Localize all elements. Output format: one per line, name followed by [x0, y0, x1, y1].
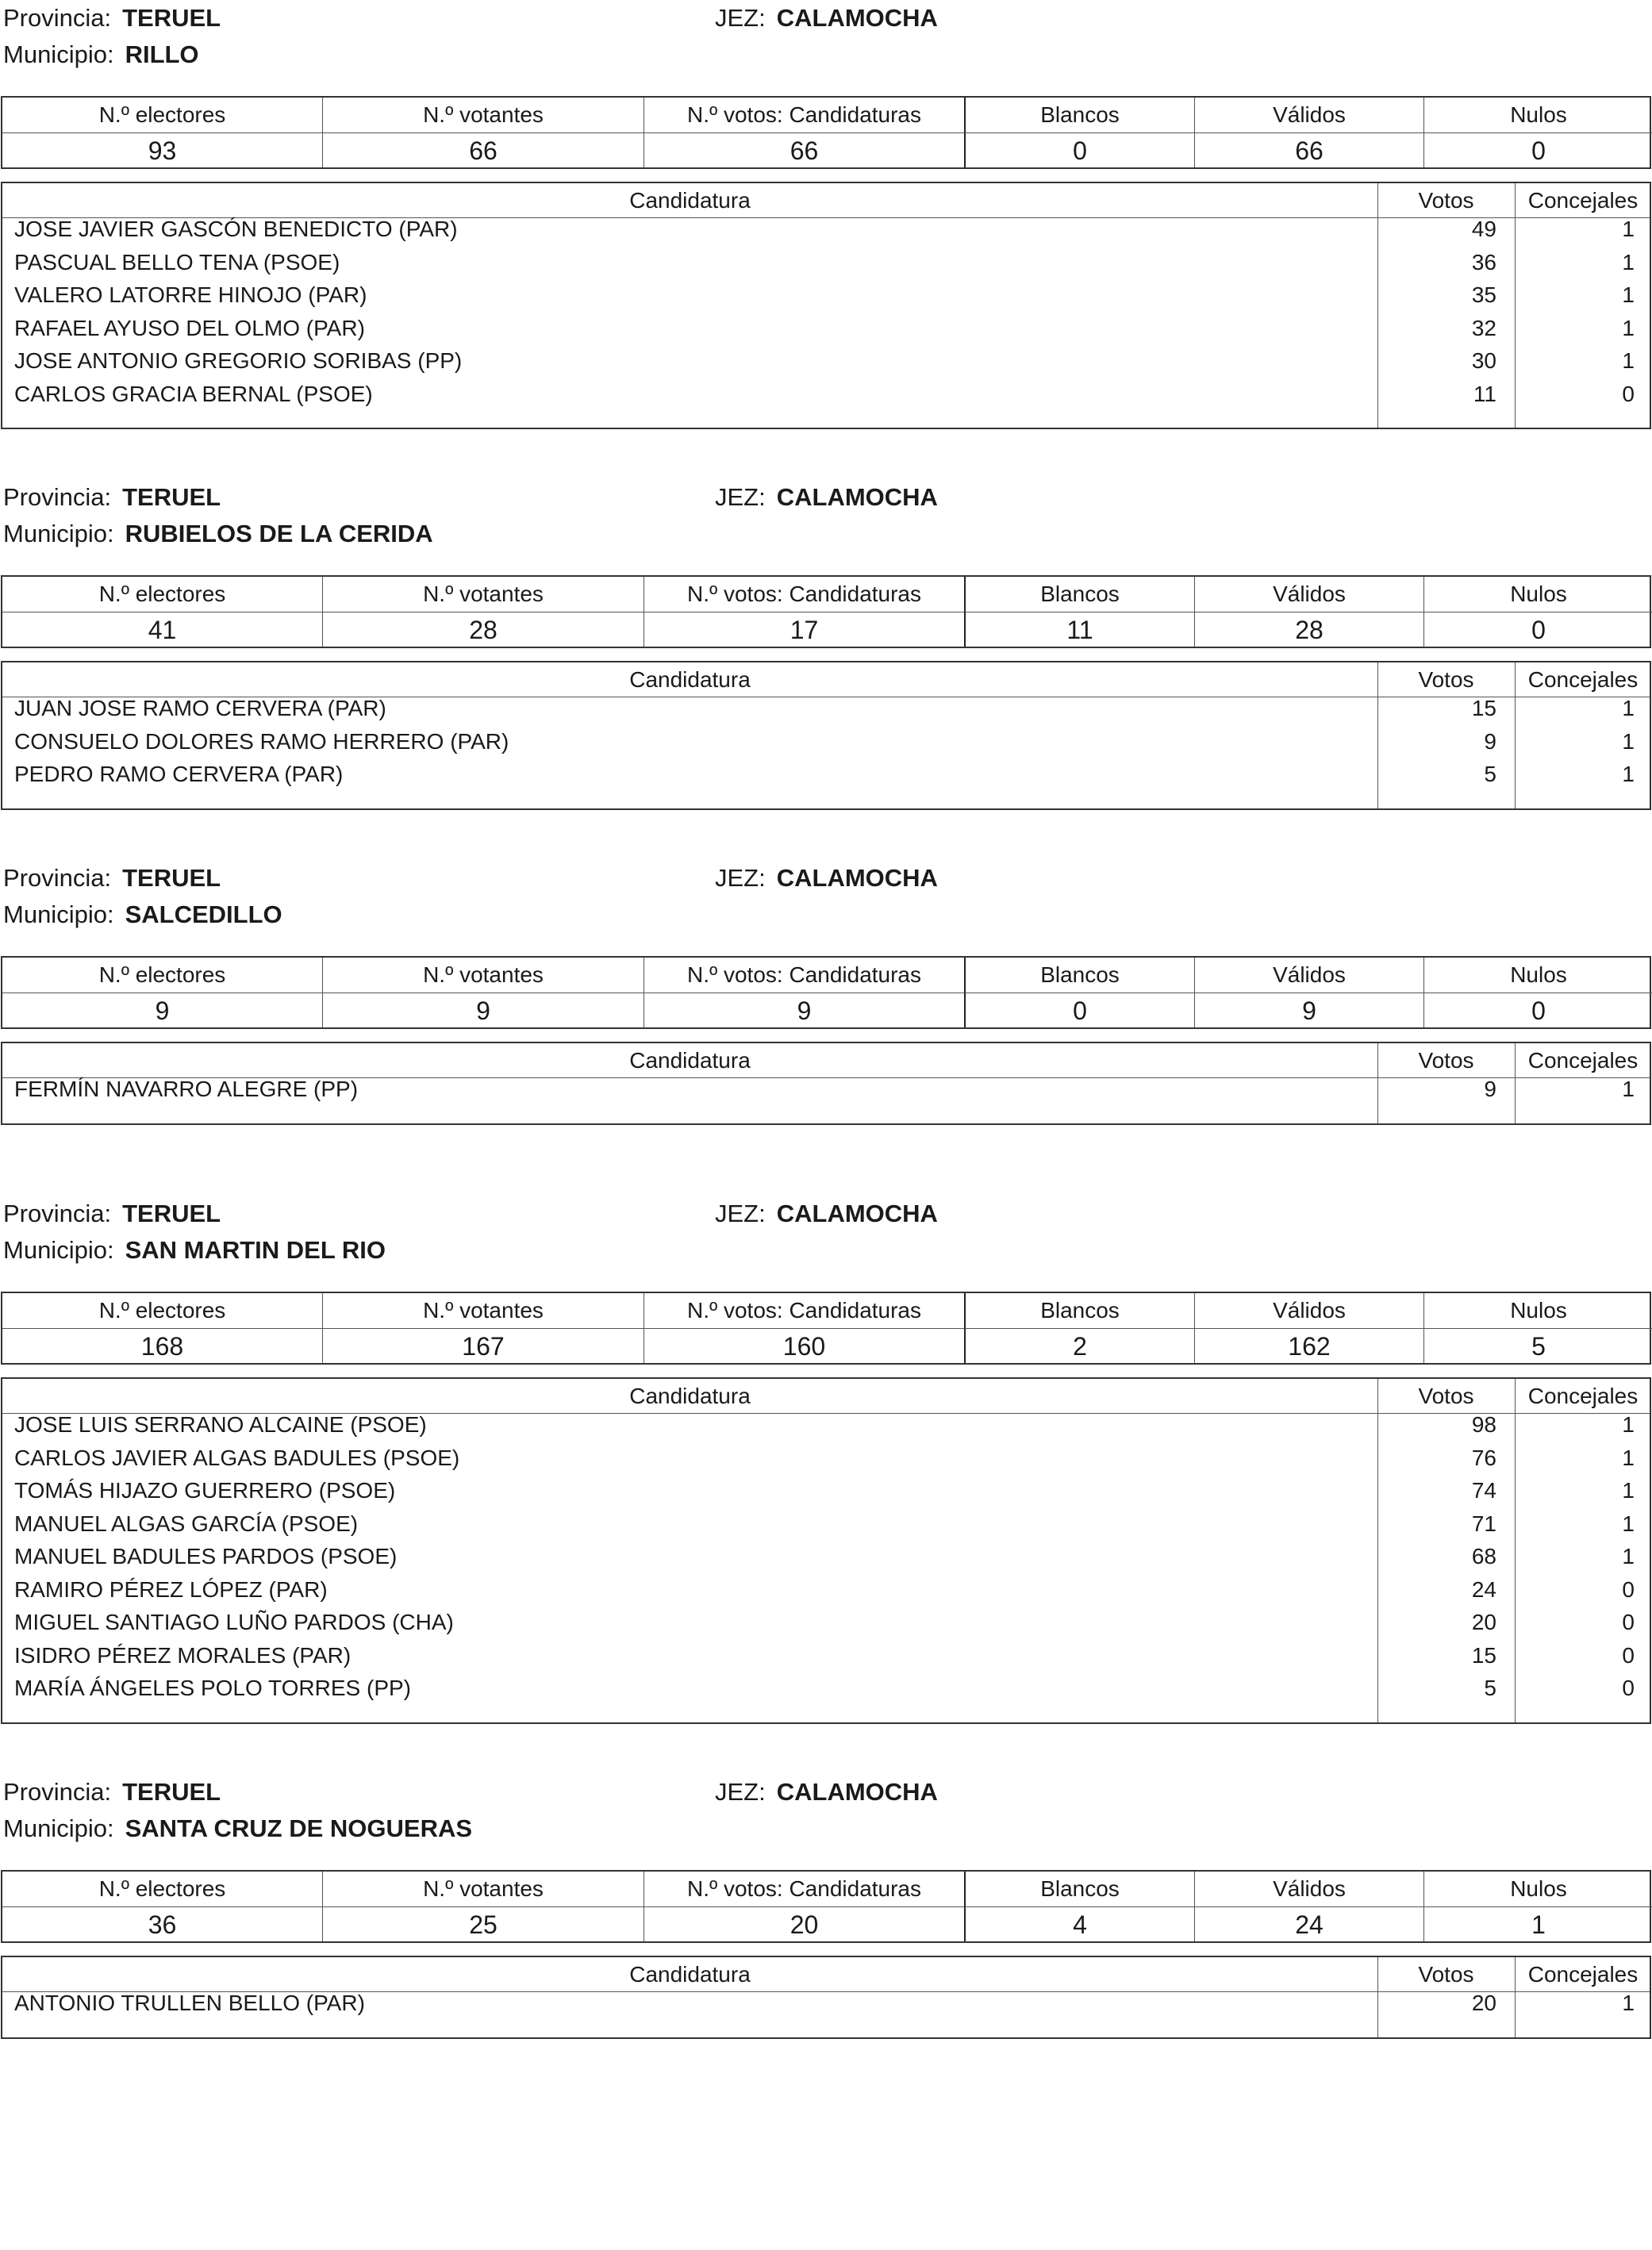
provincia-value: TERUEL — [122, 1778, 221, 1806]
candidates-table — [1, 661, 1651, 810]
stats-value-cell: 4 — [966, 1906, 1195, 1941]
municipio-label: Municipio: — [3, 40, 114, 68]
municipio-value: RILLO — [125, 40, 199, 68]
candidate-concejales: 1 — [1622, 1544, 1635, 1568]
candidate-name: PASCUAL BELLO TENA (PSOE) — [14, 249, 340, 275]
municipio-row — [3, 36, 199, 73]
municipio-value: RUBIELOS DE LA CERIDA — [125, 520, 433, 547]
candidate-concejales: 1 — [1622, 1991, 1635, 2015]
municipio-row — [3, 1232, 386, 1269]
candidate-concejales: 0 — [1622, 1642, 1635, 1668]
stats-header-cell: Nulos — [1510, 582, 1567, 606]
stats-header-cell: N.º votos: Candidaturas — [644, 1293, 966, 1328]
provincia-label: Provincia: — [3, 4, 112, 32]
candidatura-header: Candidatura — [629, 188, 751, 213]
candidate-votes: 11 — [1473, 381, 1496, 406]
stats-table — [1, 1292, 1651, 1365]
stats-value-cell: 28 — [1195, 612, 1424, 647]
municipality-section — [0, 1774, 1652, 2250]
stats-value-cell: 0 — [1424, 612, 1652, 647]
jez-value: CALAMOCHA — [776, 864, 938, 892]
votos-header: Votos — [1418, 667, 1474, 692]
candidate-row — [2, 758, 1650, 791]
stats-value-cell: 0 — [966, 993, 1195, 1027]
stats-header-cell: N.º electores — [2, 1293, 323, 1328]
candidates-table — [1, 1042, 1651, 1125]
provincia-label: Provincia: — [3, 864, 112, 892]
candidate-row — [2, 344, 1650, 378]
stats-header-cell: N.º votantes — [323, 1293, 644, 1328]
stats-header-cell: Válidos — [1195, 1872, 1424, 1906]
candidate-concejales: 1 — [1622, 728, 1635, 754]
municipio-value: SAN MARTIN DEL RIO — [125, 1236, 386, 1264]
stats-value-cell: 2 — [966, 1328, 1195, 1363]
stats-header-cell: N.º electores — [2, 1872, 323, 1906]
stats-value-cell: 9 — [323, 993, 644, 1027]
stats-value-cell: 5 — [1424, 1328, 1652, 1363]
stats-header-cell: N.º votantes — [323, 958, 644, 993]
candidates-table — [1, 1377, 1651, 1724]
candidate-row — [2, 1573, 1650, 1607]
candidatura-header: Candidatura — [629, 667, 751, 692]
candidate-name: RAMIRO PÉREZ LÓPEZ (PAR) — [14, 1576, 328, 1602]
stats-header-cell: Blancos — [966, 98, 1195, 132]
stats-value-cell: 9 — [644, 993, 966, 1027]
candidate-votes: 36 — [1471, 249, 1496, 275]
candidate-votes: 71 — [1471, 1511, 1496, 1536]
votos-header: Votos — [1418, 1962, 1474, 1987]
jez-row — [715, 860, 938, 897]
stats-value-cell: 36 — [2, 1906, 323, 1941]
stats-value-cell: 11 — [966, 612, 1195, 647]
stats-header-cell: Nulos — [1510, 1876, 1567, 1901]
municipio-label: Municipio: — [3, 900, 114, 928]
candidate-row — [2, 213, 1650, 246]
candidate-row — [2, 1408, 1650, 1442]
candidate-votes: 9 — [1484, 1077, 1496, 1101]
candidate-votes: 9 — [1484, 728, 1496, 754]
provincia-label: Provincia: — [3, 1778, 112, 1806]
stats-header-cell: N.º electores — [2, 577, 323, 612]
candidate-name: RAFAEL AYUSO DEL OLMO (PAR) — [14, 315, 365, 340]
jez-label: JEZ: — [715, 864, 766, 892]
candidate-name: MIGUEL SANTIAGO LUÑO PARDOS (CHA) — [14, 1610, 454, 1634]
stats-table — [1, 956, 1651, 1029]
candidatura-header: Candidatura — [629, 1384, 751, 1408]
jez-label: JEZ: — [715, 1778, 766, 1806]
stats-value-cell: 1 — [1424, 1906, 1652, 1941]
provincia-value: TERUEL — [122, 483, 221, 511]
candidate-votes: 32 — [1471, 315, 1496, 340]
votos-header: Votos — [1418, 1384, 1474, 1408]
candidate-concejales: 0 — [1622, 1610, 1635, 1634]
candidate-concejales: 1 — [1622, 282, 1635, 307]
candidate-row — [2, 1672, 1650, 1705]
municipio-label: Municipio: — [3, 1236, 114, 1264]
candidate-name: TOMÁS HIJAZO GUERRERO (PSOE) — [14, 1478, 396, 1503]
candidate-row — [2, 1606, 1650, 1639]
candidate-votes: 74 — [1471, 1478, 1496, 1503]
candidate-row — [2, 1639, 1650, 1672]
candidate-concejales: 1 — [1622, 1445, 1635, 1470]
stats-header-cell: N.º votos: Candidaturas — [644, 98, 966, 132]
votos-header: Votos — [1418, 1048, 1474, 1073]
candidate-concejales: 1 — [1622, 315, 1635, 340]
candidate-name: JOSE JAVIER GASCÓN BENEDICTO (PAR) — [14, 217, 458, 241]
stats-value-cell: 168 — [2, 1328, 323, 1363]
stats-table — [1, 96, 1651, 169]
stats-header-cell: Blancos — [966, 958, 1195, 993]
stats-value-cell: 28 — [323, 612, 644, 647]
stats-value-cell: 0 — [1424, 993, 1652, 1027]
candidate-concejales: 1 — [1622, 348, 1635, 373]
candidate-name: CARLOS JAVIER ALGAS BADULES (PSOE) — [14, 1445, 460, 1470]
provincia-value: TERUEL — [122, 4, 221, 32]
candidate-name: MANUEL ALGAS GARCÍA (PSOE) — [14, 1511, 359, 1536]
provincia-value: TERUEL — [122, 864, 221, 892]
candidate-name: ISIDRO PÉREZ MORALES (PAR) — [14, 1642, 352, 1668]
candidate-name: JOSE ANTONIO GREGORIO SORIBAS (PP) — [14, 348, 463, 373]
candidate-row — [2, 1987, 1650, 2020]
stats-header-cell: Blancos — [966, 1293, 1195, 1328]
candidate-name: PEDRO RAMO CERVERA (PAR) — [14, 762, 344, 786]
candidate-name: CARLOS GRACIA BERNAL (PSOE) — [14, 381, 373, 406]
candidate-row — [2, 1442, 1650, 1475]
stats-value-cell: 25 — [323, 1906, 644, 1941]
candidate-row — [2, 1540, 1650, 1573]
candidate-row — [2, 1474, 1650, 1507]
candidate-votes: 5 — [1484, 762, 1496, 786]
jez-value: CALAMOCHA — [776, 483, 938, 511]
stats-value-cell: 0 — [1424, 132, 1652, 167]
concejales-header: Concejales — [1527, 188, 1639, 213]
stats-value-cell: 66 — [323, 132, 644, 167]
stats-header-cell: Nulos — [1510, 1298, 1567, 1323]
stats-header-cell: Válidos — [1195, 958, 1424, 993]
jez-value: CALAMOCHA — [776, 1778, 938, 1806]
candidate-name: MARÍA ÁNGELES POLO TORRES (PP) — [14, 1676, 411, 1700]
municipio-value: SALCEDILLO — [125, 900, 282, 928]
candidate-row — [2, 692, 1650, 725]
stats-value-cell: 41 — [2, 612, 323, 647]
candidate-votes: 24 — [1471, 1576, 1496, 1602]
stats-header-cell: N.º votantes — [323, 98, 644, 132]
jez-row — [715, 479, 938, 516]
candidate-concejales: 1 — [1622, 1412, 1635, 1437]
candidate-row — [2, 312, 1650, 345]
stats-value-cell: 162 — [1195, 1328, 1424, 1363]
candidate-votes: 15 — [1471, 696, 1496, 720]
candidate-concejales: 1 — [1622, 1478, 1635, 1503]
provincia-value: TERUEL — [122, 1200, 221, 1227]
provincia-row — [3, 479, 221, 516]
jez-label: JEZ: — [715, 1200, 766, 1227]
stats-value-cell: 9 — [1195, 993, 1424, 1027]
provincia-row — [3, 860, 221, 897]
candidate-row — [2, 1073, 1650, 1106]
jez-row — [715, 0, 938, 36]
stats-header-cell: N.º votos: Candidaturas — [644, 1872, 966, 1906]
candidate-row — [2, 725, 1650, 758]
candidate-concejales: 1 — [1622, 1511, 1635, 1536]
municipio-row — [3, 516, 433, 552]
municipality-section — [0, 1196, 1652, 1700]
candidate-concejales: 0 — [1622, 1576, 1635, 1602]
candidate-row — [2, 278, 1650, 312]
municipio-row — [3, 1810, 472, 1847]
provincia-row — [3, 1774, 221, 1810]
municipio-label: Municipio: — [3, 520, 114, 547]
stats-header-cell: N.º votos: Candidaturas — [644, 577, 966, 612]
stats-value-cell: 20 — [644, 1906, 966, 1941]
votos-header: Votos — [1418, 188, 1474, 213]
candidatura-header: Candidatura — [629, 1962, 751, 1987]
stats-value-cell: 66 — [644, 132, 966, 167]
stats-header-cell: Nulos — [1510, 102, 1567, 127]
stats-header-cell: Nulos — [1510, 962, 1567, 987]
stats-value-cell: 160 — [644, 1328, 966, 1363]
stats-value-cell: 24 — [1195, 1906, 1424, 1941]
candidate-votes: 5 — [1484, 1676, 1496, 1700]
candidates-table — [1, 182, 1651, 429]
stats-value-cell: 167 — [323, 1328, 644, 1363]
candidate-name: ANTONIO TRULLEN BELLO (PAR) — [14, 1991, 365, 2015]
concejales-header: Concejales — [1527, 1384, 1639, 1408]
jez-label: JEZ: — [715, 483, 766, 511]
candidate-row — [2, 378, 1650, 411]
stats-header-cell: Válidos — [1195, 577, 1424, 612]
stats-header-cell: Válidos — [1195, 98, 1424, 132]
stats-header-cell: N.º votantes — [323, 577, 644, 612]
candidate-concejales: 1 — [1622, 249, 1635, 275]
stats-header-cell: N.º votantes — [323, 1872, 644, 1906]
candidate-concejales: 1 — [1622, 762, 1635, 786]
candidate-name: FERMÍN NAVARRO ALEGRE (PP) — [14, 1077, 359, 1101]
stats-value-cell: 66 — [1195, 132, 1424, 167]
candidate-name: CONSUELO DOLORES RAMO HERRERO (PAR) — [14, 728, 509, 754]
candidate-row — [2, 1507, 1650, 1541]
stats-value-cell: 93 — [2, 132, 323, 167]
candidate-votes: 20 — [1471, 1610, 1496, 1634]
candidate-concejales: 1 — [1622, 1077, 1635, 1101]
candidate-votes: 98 — [1471, 1412, 1496, 1437]
candidate-votes: 15 — [1471, 1642, 1496, 1668]
provincia-row — [3, 0, 221, 36]
stats-header-cell: Blancos — [966, 577, 1195, 612]
municipality-section — [0, 0, 1652, 476]
provincia-label: Provincia: — [3, 1200, 112, 1227]
candidate-votes: 20 — [1471, 1991, 1496, 2015]
stats-header-cell: Válidos — [1195, 1293, 1424, 1328]
concejales-header: Concejales — [1527, 1048, 1639, 1073]
candidate-concejales: 1 — [1622, 696, 1635, 720]
candidate-name: JOSE LUIS SERRANO ALCAINE (PSOE) — [14, 1412, 427, 1437]
jez-row — [715, 1196, 938, 1232]
candidates-table — [1, 1956, 1651, 2039]
stats-value-cell: 9 — [2, 993, 323, 1027]
provincia-row — [3, 1196, 221, 1232]
candidate-concejales: 0 — [1622, 381, 1635, 406]
candidate-name: MANUEL BADULES PARDOS (PSOE) — [14, 1544, 398, 1568]
jez-row — [715, 1774, 938, 1810]
candidate-name: VALERO LATORRE HINOJO (PAR) — [14, 282, 367, 307]
candidate-concejales: 0 — [1622, 1676, 1635, 1700]
municipio-row — [3, 897, 282, 933]
concejales-header: Concejales — [1527, 1962, 1639, 1987]
candidate-row — [2, 246, 1650, 279]
municipio-label: Municipio: — [3, 1814, 114, 1842]
concejales-header: Concejales — [1527, 667, 1639, 692]
stats-table — [1, 1870, 1651, 1943]
jez-value: CALAMOCHA — [776, 4, 938, 32]
candidate-votes: 49 — [1471, 217, 1496, 241]
provincia-label: Provincia: — [3, 483, 112, 511]
stats-header-cell: N.º electores — [2, 98, 323, 132]
candidate-votes: 68 — [1471, 1544, 1496, 1568]
candidate-name: JUAN JOSE RAMO CERVERA (PAR) — [14, 696, 386, 720]
stats-header-cell: N.º electores — [2, 958, 323, 993]
jez-label: JEZ: — [715, 4, 766, 32]
stats-value-cell: 0 — [966, 132, 1195, 167]
stats-value-cell: 17 — [644, 612, 966, 647]
jez-value: CALAMOCHA — [776, 1200, 938, 1227]
candidate-concejales: 1 — [1622, 217, 1635, 241]
stats-header-cell: N.º votos: Candidaturas — [644, 958, 966, 993]
municipio-value: SANTA CRUZ DE NOGUERAS — [125, 1814, 473, 1842]
candidate-votes: 35 — [1471, 282, 1496, 307]
stats-header-cell: Blancos — [966, 1872, 1195, 1906]
candidate-votes: 76 — [1471, 1445, 1496, 1470]
candidate-votes: 30 — [1471, 348, 1496, 373]
stats-table — [1, 575, 1651, 648]
candidatura-header: Candidatura — [629, 1048, 751, 1073]
